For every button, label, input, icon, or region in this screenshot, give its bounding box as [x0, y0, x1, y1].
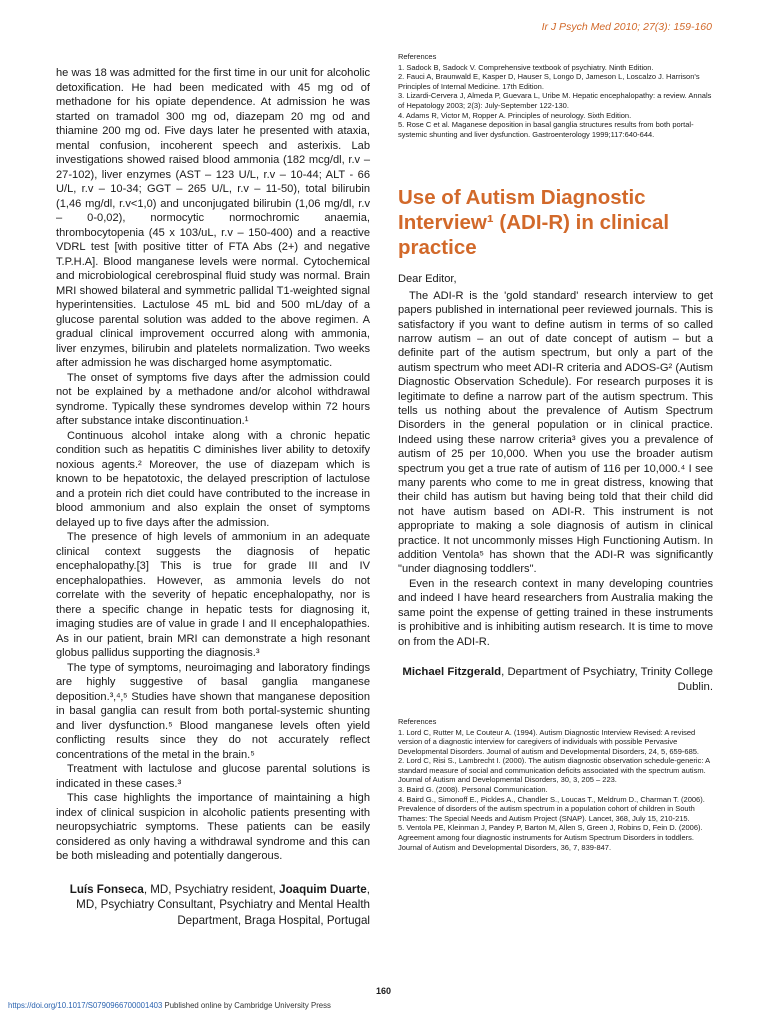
reference-item: 3. Lizardi-Cervera J, Almeda P, Guevara L, Uribe M. Hepatic encephalopathy: a review. Annals of Hepatology 2003; 2(3): July-September 122-130.: [398, 91, 712, 110]
case-paragraph: The type of symptoms, neuroimaging and laboratory findings are highly suggestive of basal ganglia manganese deposition.³‚⁴‚⁵ Studies have shown that manganese deposition in basal ganglia can result from both portal-systemic shunting and liver dysfunction.⁵ Blood manganese levels often yield conflicting results since they do not accurately reflect concentrations of the metal in the brain.⁵: [56, 661, 370, 761]
article-title: Use of Autism Diagnostic Interview¹ (ADI-R) in clinical practice: [398, 186, 670, 260]
references-heading: References: [398, 52, 437, 61]
right-signature: [398, 665, 713, 695]
case-paragraph: he was 18 was admitted for the first time in our unit for alcoholic detoxification. He had been medicated with 45 mg od of methadone for his opiate dependence. At admission he was started on tramadol 300 mg od, diazepam 20 mg od and thiamine 200 mg od. Five days later he presented with ataxia, mental confusion, incoherent speech and asterixis. Lab investigations showed raised blood ammonia (182 mcg/dl, r.v – 27-102), liver enzymes (AST – 123 U/L, r.v – 10-44; ALT - 66 U/L, r.v – 10-34; GGT – 265 U/L, r.v – 11-50), total bilirubin (1,46 mg/dl, r.v<1,0) and unconjugated bilirubin (1,06 mg/dl, r.v – 0-0,02), normocytic normochromic anaemia, thrombocytopenia (45 x 103/uL, r.v – 150-400) and a reactive VDRL test [with positive titter of FTA Abs (2+) and negative T.P.H.A]. Blood manganese levels were normal. Cytochemical and microbiological cerebrospinal fluid study was normal. Brain MRI showed bilateral and symmetric pallidal T1-weighted signal hyperintensities. Lactulose 45 mL bid and 500 mL/day of a glucose parental solution was added to the above regimen. A gradual clinical improvement occurred along with ammonia, liver enzymes, bilirubin and platelets normalization. Two weeks after admission he was discharged home asymptomatic.: [56, 67, 370, 369]
references-heading: References: [398, 716, 437, 726]
case-paragraph: Treatment with lactulose and glucose parental solutions is indicated in these cases.³: [56, 763, 370, 790]
case-paragraph: The onset of symptoms five days after the admission could not be explained by a methadone and/or alcohol withdrawal syndrome. Typically these syndromes develop within 72 hours after substance intake discontinuation.¹: [56, 371, 370, 427]
letter-paragraph: The ADI-R is the 'gold standard' research interview to get papers published in international peer reviewed journals. This is satisfactory if you want to define autism in terms of so called narrow autism – an out of date concept of autism – but a definite part of the autism spectrum, but only a part of the autism spectrum who meet ADI-R criteria and ADOS-G² (Autism Diagnostic Observation Schedule). For research purposes it is legitimate to define a narrow part of the autism spectrum. This tells us nothing about the prevalence of Autism Spectrum Disorders in the general population or in clinical practice. Indeed using these narrow criteria³ gives you a prevalence of autism of 25 per 10,000. When you use the broader autism spectrum you get a true rate of autism of 116 per 10,000.⁴ I see many parents who come to me in great distress, knowing that their child has autism but having being told that their child did not have autism based on ADI-R. This instrument is not appropriate to making a sole diagnosis of autism in clinical practice. It not uncommonly misses High Functioning Autism. In addition Ventola⁵ has shown that the ADI-R was significantly "under diagnosing toddlers".: [398, 289, 713, 576]
reference-item: 5. Rose C et al. Maganese deposition in basal ganglia structures results from both portal-systemic shunting and liver dysfunction. Gastroenterology 1999;117:640-644.: [398, 120, 694, 139]
case-paragraph: Continuous alcohol intake along with a chronic hepatic condition such as hepatitis C diminishes liver ability to detoxify noxious agents.² Moreover, the use of diazepam which is known to be hepatotoxic, the delayed prescription of lactulose and a protein rich diet could have contributed to the increase in blood ammonium and also explain the onset of symptoms delayed up to five days after the admission.: [56, 429, 370, 529]
doi-link[interactable]: https://doi.org/10.1017/S0790966700001403: [8, 1001, 163, 1010]
reference-item: 1. Sadock B, Sadock V. Comprehensive textbook of psychiatry. Ninth Edition.: [398, 62, 654, 72]
case-paragraph: This case highlights the importance of maintaining a high index of clinical suspicion in alcoholic patients presenting with neuropsychiatric symptoms. These patients can be easily considered as only having a withdrawal syndrome and this can be both misleading and potentially dangerous.: [56, 792, 370, 862]
letter-paragraph: Even in the research context in many developing countries and indeed I have heard researchers from Australia making the same point the expense of getting trained in these instruments is prohibitive and is inhibiting autism research. It is time to move on from the ADI-R.: [398, 577, 713, 648]
references-bottom: [398, 717, 713, 852]
author-name: Luís Fonseca: [69, 882, 144, 896]
footer: [8, 1001, 331, 1010]
publisher-note: Published online by Cambridge University Press: [162, 1001, 331, 1010]
letter-body: [398, 272, 713, 649]
reference-item: 2. Fauci A, Braunwald E, Kasper D, Hauser S, Longo D, Jameson L, Loscalzo J. Harrison's Principles of Internal Medicine. 17th Edition.: [398, 72, 700, 91]
author-name: Joaquim Duarte: [279, 882, 367, 896]
references-top: [398, 52, 713, 139]
right-column: [398, 52, 713, 852]
author-name: Michael Fitzgerald: [402, 665, 502, 678]
left-signature: [56, 882, 370, 929]
reference-item: 1. Lord C, Rutter M, Le Couteur A. (1994). Autism Diagnostic Interview Revised: A revised version of a diagnostic interview for caregivers of individuals with possible Pervasive Developmental Disorders. Journal of autism and Developmental Disorders, 24, 5, 659-685.: [398, 727, 699, 756]
reference-item: 2. Lord C, Risi S., Lambrecht I. (2000). The autism diagnostic observation schedule-generic: A standard measure of social and communication deficits associated with the spectrum autism. Journal of Autism and Developmental Disorders, 30, 3, 205 – 223.: [398, 756, 710, 785]
reference-item: 3. Baird G. (2008). Personal Communication.: [398, 785, 548, 795]
case-paragraph: The presence of high levels of ammonium in an adequate clinical context suggests the diagnosis of hepatic encephalopathy.[3] This is true for grade III and IV encephalopathies. However, as ammonia levels do not correlate with the severity of hepatic encephalopathy, nor is there a specific change in hepatic tests for diagnosing it, imaging studies are of value in grade I and II encephalopathies. As in our patient, brain MRI can demonstrate a high resonant globus pallidus supporting the diagnosis.³: [56, 531, 370, 659]
page-number: 160: [376, 986, 392, 996]
reference-item: 4. Adams R, Victor M, Ropper A. Principles of neurology. Sixth Edition.: [398, 110, 632, 120]
author-role: , MD, Psychiatry resident,: [143, 882, 280, 896]
author-affiliation: , Department of Psychiatry, Trinity College Dublin.: [501, 665, 713, 693]
reference-item: 5. Ventola PE, Kleinman J, Pandey P, Barton M, Allen S, Green J, Robins D, Fein D. (2006). Agreement among four diagnostic instruments for Autism Spectrum Disorders in toddlers. Journal of Autism and Developmental Disorders, 36, 7, 839-847.: [398, 823, 703, 852]
left-column: [56, 66, 370, 928]
author-role: , MD, Psychiatry Consultant, Psychiatry and Mental Health Department, Braga Hospital, Portugal: [76, 882, 370, 927]
reference-item: 4. Baird G., Simonoff E., Pickles A., Chandler S., Loucas T., Meldrum D., Charman T. (2006). Prevalence of disorders of the autism spectrum in a population cohort of children in South Thames: The Special Needs and Autism Project (SNAP). Lancet, 368, July 15, 210-215.: [398, 794, 705, 823]
journal-citation-header: Ir J Psych Med 2010; 27(3): 159-160: [541, 21, 712, 33]
salutation: Dear Editor,: [398, 273, 457, 286]
